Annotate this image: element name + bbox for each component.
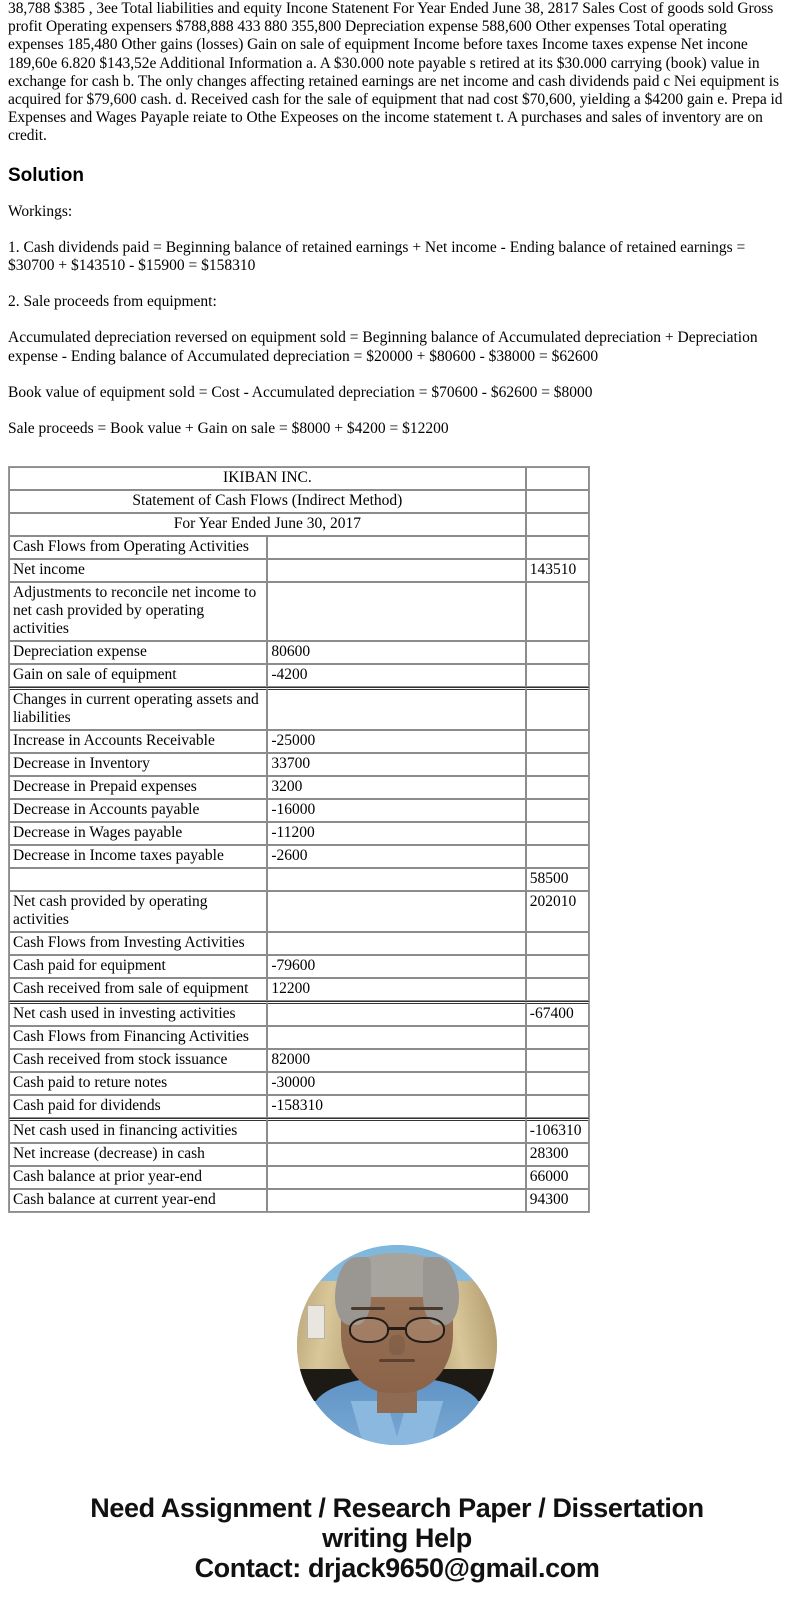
row-amount-cell-1: -11200 bbox=[267, 822, 525, 845]
working-step-1: 1. Cash dividends paid = Beginning balance of retained earnings + Net income - Ending balance of retained earnings = $30700 + $143510 - $15900 = $158310 bbox=[8, 238, 746, 274]
cash-flow-table-body bbox=[9, 467, 589, 1212]
row-label-cell: Decrease in Income taxes payable bbox=[9, 845, 267, 868]
row-amount-cell-2 bbox=[526, 1072, 589, 1095]
row-amount-cell-1: 80600 bbox=[267, 641, 525, 664]
row-amount-cell-1 bbox=[267, 1001, 525, 1026]
table-row bbox=[9, 1001, 589, 1026]
table-row bbox=[9, 955, 589, 978]
footer-line-2: writing Help bbox=[322, 1523, 472, 1554]
statement-title-blank bbox=[526, 490, 589, 513]
table-row bbox=[9, 1166, 589, 1189]
row-amount-cell-2 bbox=[526, 799, 589, 822]
row-amount-cell-1: -16000 bbox=[267, 799, 525, 822]
row-label-cell: Cash paid for equipment bbox=[9, 955, 267, 978]
row-label-cell bbox=[9, 868, 267, 891]
avatar-eyebrow-right bbox=[409, 1307, 443, 1310]
table-row bbox=[9, 536, 589, 559]
table-row bbox=[9, 1095, 589, 1118]
row-label-cell: Cash Flows from Financing Activities bbox=[9, 1026, 267, 1049]
avatar-nose bbox=[389, 1335, 405, 1355]
statement-period-blank bbox=[526, 513, 589, 536]
avatar-mouth bbox=[379, 1359, 415, 1362]
avatar-eyeglass-bridge bbox=[389, 1327, 405, 1330]
row-amount-cell-1 bbox=[267, 536, 525, 559]
row-label-cell: Decrease in Wages payable bbox=[9, 822, 267, 845]
row-amount-cell-1 bbox=[267, 1118, 525, 1143]
avatar-container bbox=[8, 1245, 786, 1445]
avatar-background-switch bbox=[307, 1305, 325, 1339]
row-amount-cell-2: -67400 bbox=[526, 1001, 589, 1026]
row-amount-cell-1 bbox=[267, 1026, 525, 1049]
row-label-cell: Gain on sale of equipment bbox=[9, 664, 267, 687]
statement-title-row bbox=[9, 490, 589, 513]
statement-period-row bbox=[9, 513, 589, 536]
row-amount-cell-2: -106310 bbox=[526, 1118, 589, 1143]
row-amount-cell-2: 94300 bbox=[526, 1189, 589, 1212]
row-amount-cell-1 bbox=[267, 1189, 525, 1212]
footer-line-1: Need Assignment / Research Paper / Dissertation bbox=[90, 1493, 704, 1524]
row-amount-cell-2 bbox=[526, 776, 589, 799]
table-row bbox=[9, 687, 589, 730]
row-amount-cell-2 bbox=[526, 664, 589, 687]
row-amount-cell-2: 143510 bbox=[526, 559, 589, 582]
statement-company-blank bbox=[526, 467, 589, 490]
row-label-cell: Cash Flows from Operating Activities bbox=[9, 536, 267, 559]
row-amount-cell-1 bbox=[267, 891, 525, 932]
row-amount-cell-2: 66000 bbox=[526, 1166, 589, 1189]
row-amount-cell-1 bbox=[267, 1143, 525, 1166]
working-step-5: Sale proceeds = Book value + Gain on sale = $8000 + $4200 = $12200 bbox=[8, 419, 449, 437]
row-amount-cell-2 bbox=[526, 1095, 589, 1118]
row-amount-cell-1: 3200 bbox=[267, 776, 525, 799]
row-amount-cell-1: -25000 bbox=[267, 730, 525, 753]
table-row bbox=[9, 932, 589, 955]
footer-promo bbox=[8, 1493, 786, 1607]
row-amount-cell-1: -158310 bbox=[267, 1095, 525, 1118]
table-row bbox=[9, 1118, 589, 1143]
table-row bbox=[9, 1143, 589, 1166]
table-row bbox=[9, 582, 589, 641]
row-label-cell: Changes in current operating assets and liabilities bbox=[9, 687, 267, 730]
row-amount-cell-2 bbox=[526, 730, 589, 753]
row-label-cell: Cash paid for dividends bbox=[9, 1095, 267, 1118]
row-amount-cell-1 bbox=[267, 1166, 525, 1189]
statement-title-cell: Statement of Cash Flows (Indirect Method) bbox=[9, 490, 526, 513]
row-amount-cell-1: -30000 bbox=[267, 1072, 525, 1095]
row-amount-cell-2 bbox=[526, 845, 589, 868]
row-amount-cell-2 bbox=[526, 641, 589, 664]
row-amount-cell-1 bbox=[267, 868, 525, 891]
row-amount-cell-1: -2600 bbox=[267, 845, 525, 868]
row-label-cell: Net cash used in financing activities bbox=[9, 1118, 267, 1143]
row-label-cell: Decrease in Prepaid expenses bbox=[9, 776, 267, 799]
footer-line-3: Contact: drjack9650@gmail.com bbox=[194, 1553, 600, 1584]
avatar-eyeglass-right bbox=[405, 1317, 445, 1343]
avatar-eyebrow-left bbox=[351, 1307, 385, 1310]
row-label-cell: Net cash used in investing activities bbox=[9, 1001, 267, 1026]
row-amount-cell-2 bbox=[526, 582, 589, 641]
workings-label: Workings: bbox=[8, 202, 73, 220]
avatar-eyeglass-left bbox=[349, 1317, 389, 1343]
row-amount-cell-1 bbox=[267, 687, 525, 730]
row-amount-cell-2 bbox=[526, 1026, 589, 1049]
row-amount-cell-2: 58500 bbox=[526, 868, 589, 891]
row-amount-cell-1: -4200 bbox=[267, 664, 525, 687]
row-label-cell: Net income bbox=[9, 559, 267, 582]
row-label-cell: Cash balance at prior year-end bbox=[9, 1166, 267, 1189]
working-step-4: Book value of equipment sold = Cost - Accumulated depreciation = $70600 - $62600 = $8000 bbox=[8, 383, 593, 401]
row-amount-cell-1 bbox=[267, 582, 525, 641]
table-row bbox=[9, 776, 589, 799]
working-step-2: 2. Sale proceeds from equipment: bbox=[8, 293, 217, 311]
row-label-cell: Cash received from stock issuance bbox=[9, 1049, 267, 1072]
row-amount-cell-2: 202010 bbox=[526, 891, 589, 932]
row-amount-cell-1: 33700 bbox=[267, 753, 525, 776]
row-amount-cell-2 bbox=[526, 536, 589, 559]
row-label-cell: Net cash provided by operating activities bbox=[9, 891, 267, 932]
row-label-cell: Increase in Accounts Receivable bbox=[9, 730, 267, 753]
row-label-cell: Net increase (decrease) in cash bbox=[9, 1143, 267, 1166]
working-step-3: Accumulated depreciation reversed on equipment sold = Beginning balance of Accumulated depreciation + Depreciation expense - Ending balance of Accumulated depreciation = $20000 + $80600 - $38000 = $62600 bbox=[8, 329, 758, 365]
row-amount-cell-2 bbox=[526, 978, 589, 1001]
statement-company-cell: IKIBAN INC. bbox=[9, 467, 526, 490]
table-row bbox=[9, 799, 589, 822]
row-amount-cell-2: 28300 bbox=[526, 1143, 589, 1166]
row-amount-cell-2 bbox=[526, 932, 589, 955]
row-amount-cell-1: 82000 bbox=[267, 1049, 525, 1072]
table-row bbox=[9, 1026, 589, 1049]
row-label-cell: Cash Flows from Investing Activities bbox=[9, 932, 267, 955]
row-label-cell: Depreciation expense bbox=[9, 641, 267, 664]
table-row bbox=[9, 1189, 589, 1212]
row-amount-cell-1 bbox=[267, 932, 525, 955]
table-row bbox=[9, 664, 589, 687]
row-label-cell: Cash received from sale of equipment bbox=[9, 978, 267, 1001]
cash-flow-statement-wrapper bbox=[8, 466, 786, 1213]
row-label-cell: Cash paid to reture notes bbox=[9, 1072, 267, 1095]
table-row bbox=[9, 1072, 589, 1095]
table-row bbox=[9, 559, 589, 582]
table-row bbox=[9, 978, 589, 1001]
row-label-cell: Cash balance at current year-end bbox=[9, 1189, 267, 1212]
row-label-cell: Adjustments to reconcile net income to net cash provided by operating activities bbox=[9, 582, 267, 641]
row-label-cell: Decrease in Inventory bbox=[9, 753, 267, 776]
statement-company-row bbox=[9, 467, 589, 490]
table-row bbox=[9, 753, 589, 776]
cash-flow-statement-table bbox=[8, 466, 590, 1213]
row-amount-cell-2 bbox=[526, 955, 589, 978]
row-amount-cell-2 bbox=[526, 687, 589, 730]
table-row bbox=[9, 730, 589, 753]
row-amount-cell-2 bbox=[526, 1049, 589, 1072]
statement-period-cell: For Year Ended June 30, 2017 bbox=[9, 513, 526, 536]
solution-heading: Solution bbox=[8, 164, 84, 186]
row-amount-cell-1: -79600 bbox=[267, 955, 525, 978]
table-row bbox=[9, 641, 589, 664]
table-row bbox=[9, 1049, 589, 1072]
row-amount-cell-2 bbox=[526, 753, 589, 776]
table-row bbox=[9, 868, 589, 891]
row-amount-cell-1 bbox=[267, 559, 525, 582]
table-row bbox=[9, 891, 589, 932]
table-row bbox=[9, 845, 589, 868]
question-paragraph: 38,788 $385 , 3ee Total liabilities and equity Incone Statenent For Year Ended June 38, 2817 Sales Cost of goods sold Gross profit Operating expensers $788,888 433 880 355,800 Depreciation expense 588,600 Other expenses Total operating expenses 185,480 Other gains (losses) Gain on sale of equipment Income before taxes Income taxes expense Net incone 189,60e 6.820 $143,52e Additional Information a. A $30.000 note payable s retired at its $30.000 carrying (book) value in exchange for cash b. The only changes affecting retained earnings are net income and cash dividends paid c Nei equipment is acquired for $79,600 cash. d. Received cash for the sale of equipment that nad cost $70,600, yielding a $4200 gain e. Prepa id Expenses and Wages Payaple reiate to Othe Expeoses on the income statement t. A purchases and sales of inventory are on credit. bbox=[8, 0, 783, 145]
table-row bbox=[9, 822, 589, 845]
avatar bbox=[297, 1245, 497, 1445]
row-amount-cell-2 bbox=[526, 822, 589, 845]
row-amount-cell-1: 12200 bbox=[267, 978, 525, 1001]
row-label-cell: Decrease in Accounts payable bbox=[9, 799, 267, 822]
